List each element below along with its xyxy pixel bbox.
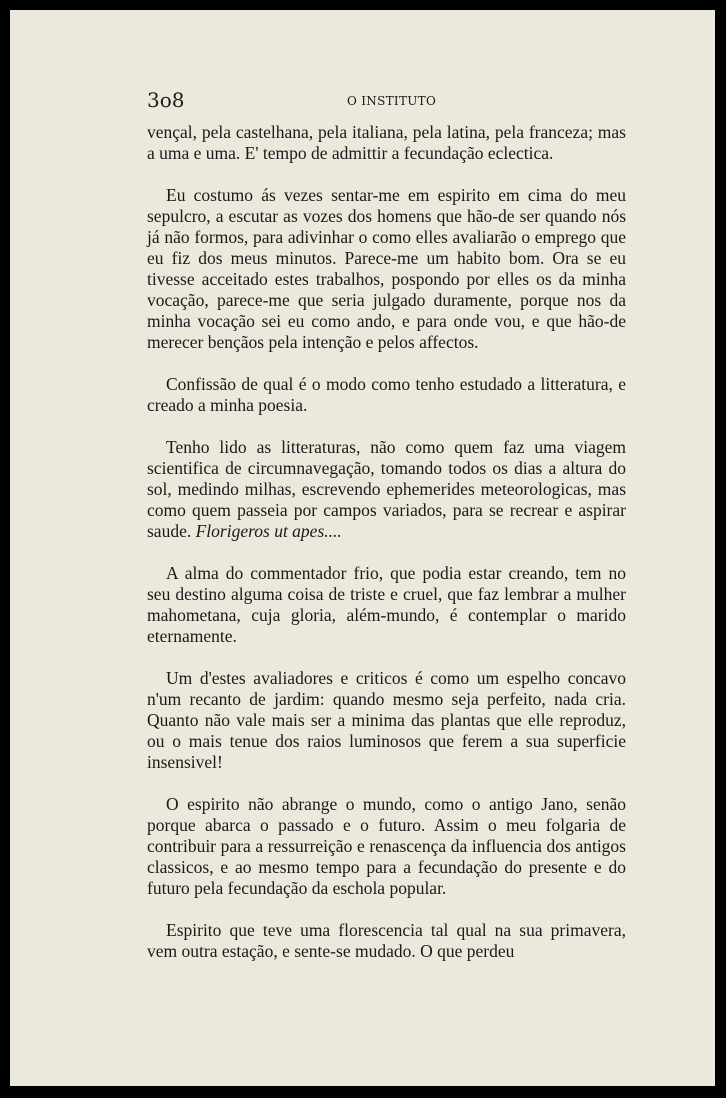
paragraph: Um d'estes avaliadores e criticos é como um espelho concavo n'um recanto de jardim: quando mesmo seja perfeito, nada cria. Quanto não vale mais ser a minima das plantas que elle reproduz, ou o mais tenue dos raios luminosos que ferem a sua superficie insensivel!: [147, 668, 626, 772]
paragraph: Eu costumo ás vezes sentar-me em espirito em cima do meu sepulcro, a escutar as vozes dos homens que hão-de ser quando nós já não formos, para adivinhar o como elles avaliarão o emprego que eu fiz dos meus minutos. Parece-me um habito bom. Ora se eu tivesse acceitado estes trabalhos, pospondo por elles os da minha vocação, parece-me que seria julgado duramente, porque nos da minha vocação sei eu como ando, e para onde vou, e que hão-de merecer bençãos pela intenção e pelos affectos.: [147, 185, 626, 352]
body-text: [147, 122, 626, 983]
running-head: O INSTITUTO: [347, 94, 437, 108]
paragraph: vençal, pela castelhana, pela italiana, pela latina, pela franceza; mas a uma e uma. E' tempo de admittir a fecundação eclectica.: [147, 122, 626, 163]
paragraph: Tenho lido as litteraturas, não como quem faz uma viagem scientifica de circumnavegação, tomando todos os dias a altura do sol, medindo milhas, escrevendo ephemerides meteorologicas, mas como quem passeia por campos variados, para se recrear e aspirar saude. Florigeros ut apes....: [147, 437, 626, 541]
paragraph: A alma do commentador frio, que podia estar creando, tem no seu destino alguma coisa de triste e cruel, que faz lembrar a mulher mahometana, cuja gloria, além-mundo, é contemplar o marido eternamente.: [147, 563, 626, 646]
page-header: [147, 88, 627, 112]
paragraph: Espirito que teve uma florescencia tal qual na sua primavera, vem outra estação, e sente-se mudado. O que perdeu: [147, 920, 626, 961]
latin-quote: Florigeros ut apes....: [195, 521, 342, 541]
paragraph: O espirito não abrange o mundo, como o antigo Jano, senão porque abarca o passado e o futuro. Assim o meu folgaria de contribuir para a ressurreição e renascença da influencia dos antigos classicos, e ao mesmo tempo para a fecundação do presente e do futuro pela fecundação da eschola popular.: [147, 794, 626, 898]
page-number: 3o8: [147, 88, 185, 112]
book-page: [10, 10, 715, 1086]
paragraph: Confissão de qual é o modo como tenho estudado a litteratura, e creado a minha poesia.: [147, 374, 626, 415]
